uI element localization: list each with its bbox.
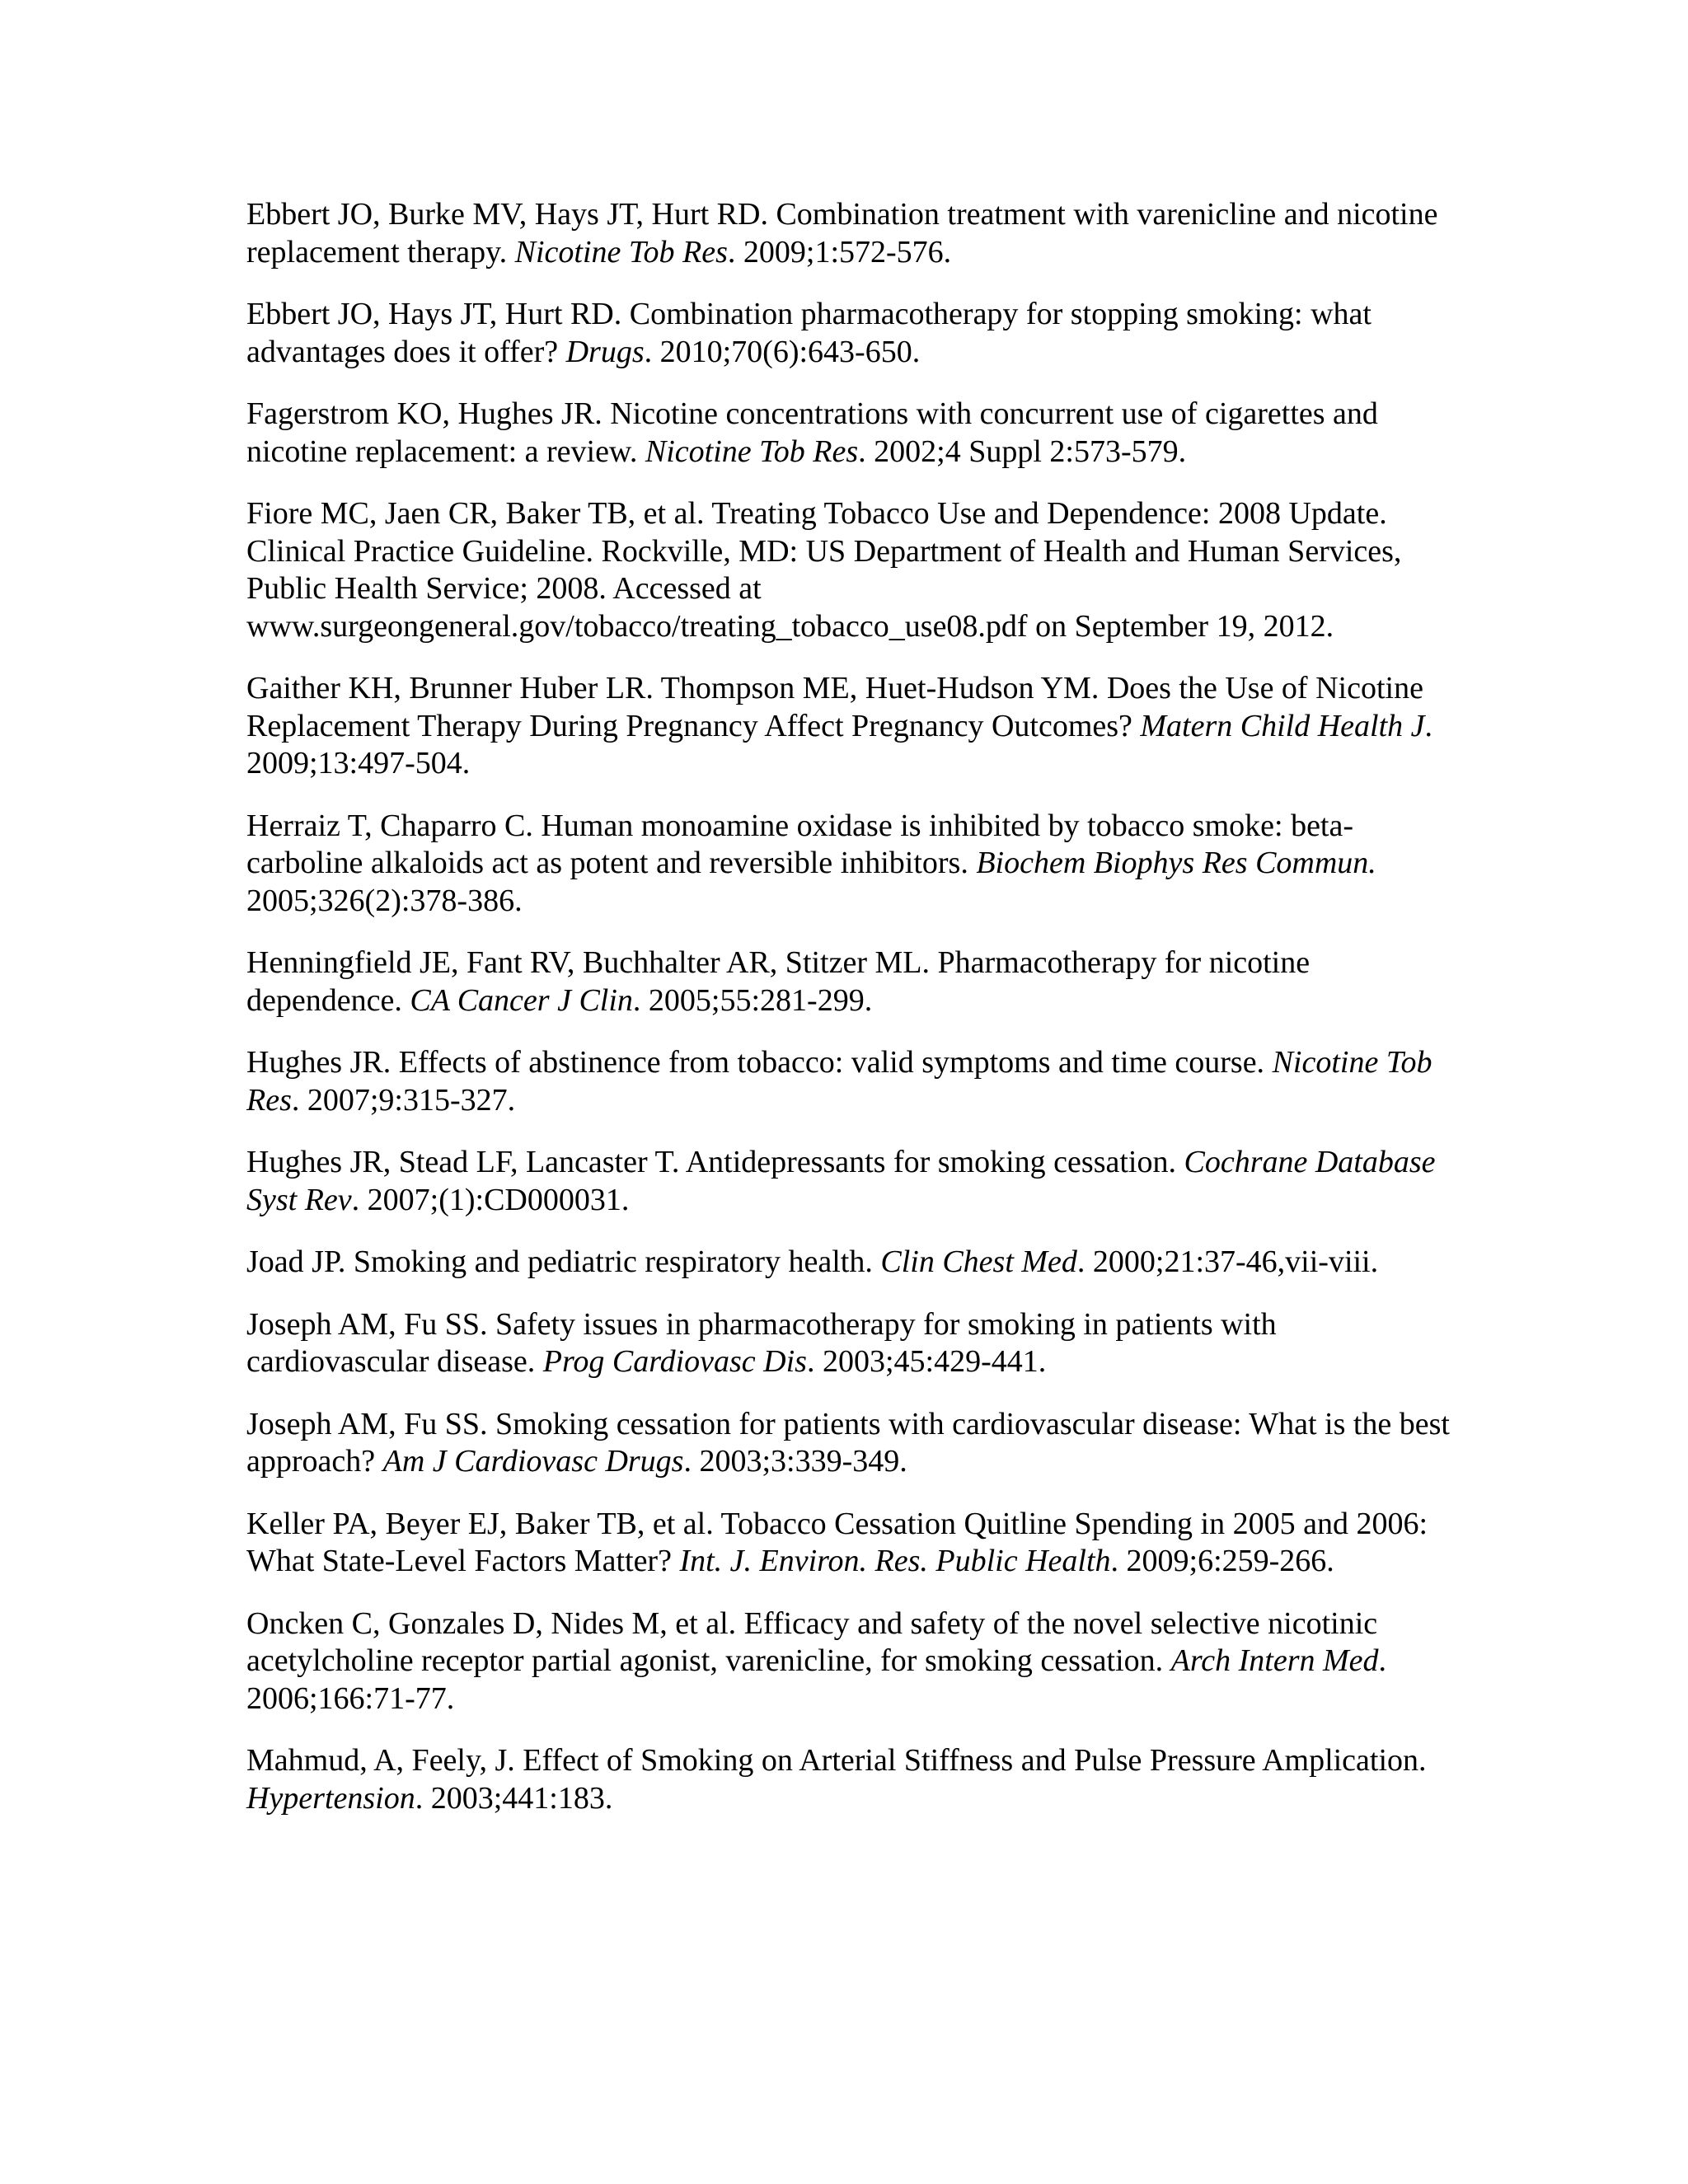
reference-entry — [246, 1406, 1458, 1481]
reference-citation: . 2005;55:281-299. — [632, 982, 873, 1018]
reference-citation: . 2003;3:339-349. — [683, 1444, 907, 1479]
reference-citation: . 2010;70(6):643-650. — [644, 334, 921, 369]
reference-entry — [246, 1244, 1450, 1282]
reference-text: Ebbert JO, Burke MV, Hays JT, Hurt RD. Combination treatment with varenicline and nicotine replacement therapy. — [246, 197, 1446, 269]
journal-name: Nicotine Tob Res — [514, 234, 728, 269]
reference-citation: . 2006;166:71-77. — [246, 1643, 1395, 1716]
reference-citation: 2005;326(2):378-386. — [246, 846, 1385, 918]
reference-text: Fagerstrom KO, Hughes JR. Nicotine concentrations with concurrent use of cigarettes and nicotine replacement: a review. — [246, 396, 1386, 469]
journal-name: Am J Cardiovasc Drugs — [382, 1444, 684, 1479]
journal-name: Drugs — [565, 334, 645, 369]
reference-text: Keller PA, Beyer EJ, Baker TB, et al. Tobacco Cessation Quitline Spending in 2005 and 2006: What State-Level Factors Matter? — [246, 1506, 1435, 1578]
reference-citation: . 2002;4 Suppl 2:573-579. — [858, 434, 1187, 469]
reference-entry — [246, 1506, 1450, 1581]
journal-name: Biochem Biophys Res Commun. — [976, 846, 1376, 880]
reference-text: Oncken C, Gonzales D, Nides M, et al. Efficacy and safety of the novel selective nicotinic acetylcholine receptor partial agonist, varenicline, for smoking cessation. — [246, 1605, 1386, 1678]
reference-entry — [246, 1144, 1450, 1219]
reference-entry — [246, 944, 1450, 1019]
reference-citation: . 2007;9:315-327. — [291, 1082, 516, 1118]
journal-name: Nicotine Tob Res — [645, 434, 859, 469]
reference-citation: . 2009;13:497-504. — [246, 708, 1441, 780]
journal-name: Cochrane Database Syst Rev — [246, 1145, 1444, 1217]
journal-name: Clin Chest Med — [880, 1244, 1077, 1279]
reference-text: Henningfield JE, Fant RV, Buchhalter AR, Stitzer ML. Pharmacotherapy for nicotine dependence. — [246, 945, 1318, 1018]
reference-citation: . 2000;21:37-46,vii-viii. — [1076, 1244, 1379, 1279]
journal-name: Hypertension — [246, 1780, 415, 1816]
reference-text: Joad JP. Smoking and pediatric respiratory health. — [246, 1244, 881, 1279]
journal-name: Arch Intern Med — [1170, 1643, 1379, 1678]
reference-citation: . 2003;45:429-441. — [806, 1344, 1047, 1379]
reference-entry — [246, 1044, 1450, 1119]
journal-name: Int. J. Environ. Res. Public Health — [679, 1544, 1111, 1578]
reference-citation: . 2003;441:183. — [415, 1780, 613, 1816]
journal-name: Prog Cardiovasc Dis — [542, 1344, 807, 1379]
reference-text: Hughes JR. Effects of abstinence from tobacco: valid symptoms and time course. — [246, 1045, 1273, 1080]
reference-citation: . 2009;1:572-576. — [727, 234, 952, 269]
reference-entry — [246, 670, 1450, 783]
reference-text: Joseph AM, Fu SS. Safety issues in pharmacotherapy for smoking in patients with cardiovascular disease. — [246, 1306, 1285, 1379]
journal-name: CA Cancer J Clin — [410, 982, 633, 1018]
reference-text: Joseph AM, Fu SS. Smoking cessation for patients with cardiovascular disease: What is the best approach? — [246, 1406, 1458, 1479]
reference-text: Gaither KH, Brunner Huber LR. Thompson ME, Huet-Hudson YM. Does the Use of Nicotine Replacement Therapy During Pregnancy Affect Pregnancy Outcomes? — [246, 671, 1432, 743]
journal-name: Nicotine Tob Res — [246, 1045, 1440, 1118]
reference-entry — [246, 808, 1450, 921]
reference-citation: . 2009;6:259-266. — [1110, 1544, 1334, 1578]
reference-citation: . 2007;(1):CD000031. — [351, 1182, 630, 1217]
reference-text: Mahmud, A, Feely, J. Effect of Smoking on Arterial Stiffness and Pulse Pressure Amplication. — [246, 1743, 1435, 1778]
reference-entry — [246, 196, 1450, 271]
reference-entry — [246, 1605, 1450, 1718]
reference-list — [246, 196, 1458, 1842]
reference-entry — [246, 1742, 1450, 1817]
reference-text: Ebbert JO, Hays JT, Hurt RD. Combination pharmacotherapy for stopping smoking: what advantages does it offer? — [246, 297, 1380, 369]
reference-entry — [246, 396, 1450, 471]
reference-text: Fiore MC, Jaen CR, Baker TB, et al. Treating Tobacco Use and Dependence: 2008 Update. Clinical Practice Guideline. Rockville, MD: US Department of Health and Human Services, Public Health Service; 2008. Accessed at www.surgeongeneral.gov/tobacco/treating_tobacco_use08.pdf on September 19, 2012. — [246, 496, 1409, 644]
reference-text: Hughes JR, Stead LF, Lancaster T. Antidepressants for smoking cessation. — [246, 1145, 1184, 1179]
reference-entry — [246, 296, 1450, 371]
reference-entry — [246, 495, 1450, 645]
reference-text: Herraiz T, Chaparro C. Human monoamine oxidase is inhibited by tobacco smoke: beta-carboline alkaloids act as potent and reversible inhibitors. — [246, 808, 1354, 880]
reference-entry — [246, 1306, 1450, 1381]
journal-name: Matern Child Health J — [1140, 708, 1425, 743]
